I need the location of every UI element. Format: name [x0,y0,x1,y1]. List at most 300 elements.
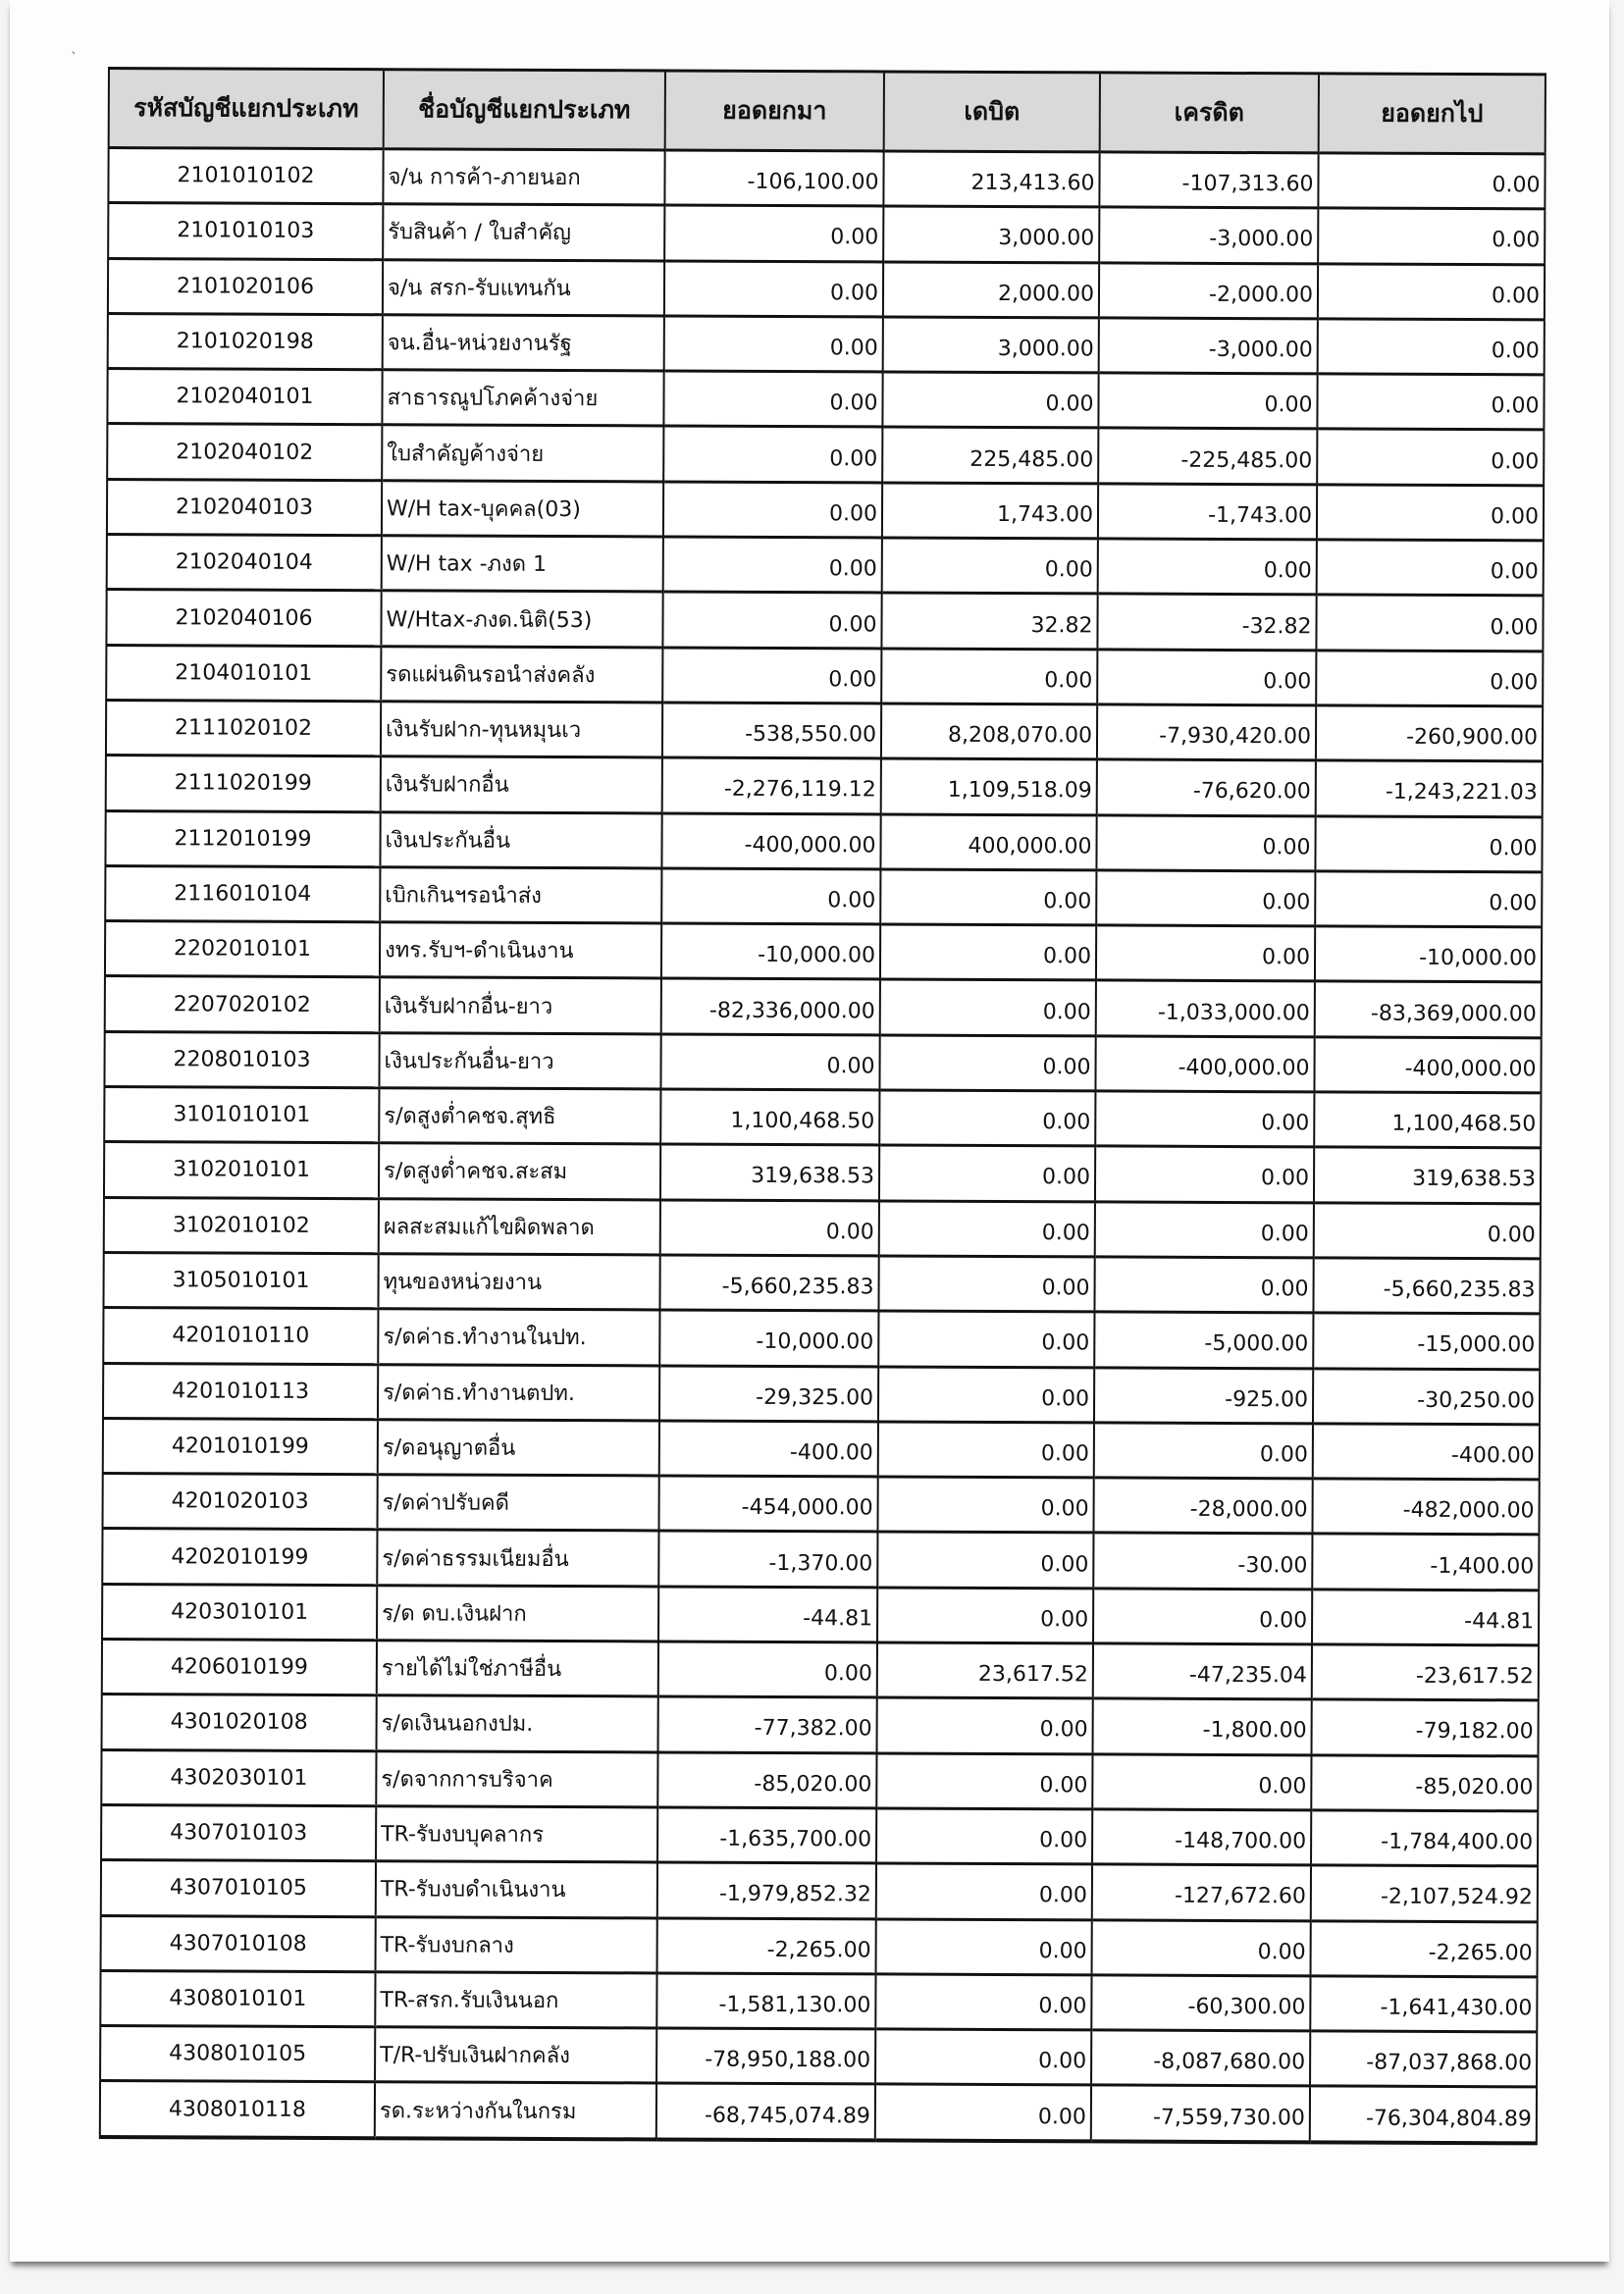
account-name-cell [380,811,661,868]
credit-cell-text: -127,672.60 [1174,1884,1306,1909]
table-row [104,1031,1541,1093]
account-code-cell [104,1031,379,1088]
account-name-cell [377,1641,658,1697]
credit-cell [1098,539,1317,595]
account-name-cell [381,591,662,648]
carried-forward-cell-text: -2,265.00 [1428,1940,1533,1965]
header-brought-forward: ยอดยกมา [665,71,884,151]
carried-forward-cell [1314,1203,1541,1259]
account-name-cell [381,702,662,758]
carried-forward-cell [1311,1865,1538,1921]
credit-cell-text: -1,743.00 [1208,502,1313,529]
account-code-cell-text: 2202010101 [174,936,312,963]
account-name-cell-text: เงินรับฝากอื่น-ยาว [384,993,553,1019]
account-name-cell [381,756,662,813]
carried-forward-cell [1314,1092,1541,1148]
account-code-cell-text: 3105010101 [172,1268,310,1293]
account-name-cell-text: ร/ดอนุญาตอื่น [382,1435,516,1461]
scan-artifact-mark: ` [71,51,78,67]
account-name-cell-text: ผลสะสมแก้ไขผิดพลาด [383,1215,595,1240]
account-code-cell [100,1970,375,2027]
account-name-cell [379,1198,660,1255]
table-header [109,69,1545,154]
brought-forward-cell-text: -77,382.00 [754,1716,872,1742]
debit-cell [881,704,1097,759]
account-name-cell [381,646,662,703]
account-code-cell [102,1474,377,1531]
account-code-cell-text: 2102040101 [176,384,314,410]
account-code-cell-text: 2112010199 [174,826,312,852]
account-code-cell-text: 2101010102 [177,163,315,189]
account-name-cell [382,370,663,427]
account-name-cell-text: T/R-ปรับเงินฝากคลัง [380,2043,570,2069]
credit-cell [1093,1698,1312,1754]
account-name-cell [376,1750,657,1807]
brought-forward-cell-text: -400,000.00 [744,832,876,859]
account-code-cell [107,369,382,426]
table-row [100,1970,1537,2032]
account-name-cell-text: รายได้ไม่ใช่ภาษีอื่น [381,1656,562,1683]
account-name-cell-text: TR-สรก.รับเงินนอก [380,1988,559,2013]
carried-forward-cell [1312,1590,1539,1645]
credit-cell-text: 0.00 [1262,945,1311,970]
debit-cell [880,979,1096,1035]
carried-forward-cell [1314,1037,1541,1093]
credit-cell [1097,759,1316,815]
account-name-cell [380,922,661,979]
account-name-cell [380,867,661,924]
account-code-cell [104,1197,379,1254]
account-name-cell [376,1806,657,1863]
credit-cell [1095,1202,1314,1258]
account-name-cell-text: ร/ดสูงต่ำคชจ.สุทธิ [384,1104,556,1130]
account-name-cell-text: รดแผ่นดินรอนำส่งคลัง [386,662,596,688]
table-row [105,810,1542,872]
brought-forward-cell [659,1365,878,1421]
table-row [107,424,1544,486]
table-row [102,1529,1539,1590]
brought-forward-cell-text: -1,635,700.00 [719,1826,872,1852]
debit-cell-text: 0.00 [1041,1220,1090,1246]
credit-cell-text: -28,000.00 [1189,1497,1308,1523]
account-code-cell-text: 2102040102 [176,439,314,465]
brought-forward-cell [664,316,883,372]
account-code-cell-text: 2101010103 [177,218,315,244]
brought-forward-cell-text: 0.00 [829,280,879,306]
account-name-cell [377,1585,658,1642]
carried-forward-cell-text: 0.00 [1489,891,1538,916]
account-name-cell [383,149,664,206]
table-row [103,1252,1540,1314]
carried-forward-cell-text: -87,037,868.00 [1366,2050,1533,2076]
account-code-cell [100,2081,375,2138]
account-code-cell [102,1529,377,1586]
credit-cell-text: 0.00 [1260,1277,1309,1302]
debit-cell [878,1422,1094,1478]
account-code-cell-text: 3101010101 [173,1102,311,1128]
table-row [106,756,1543,817]
carried-forward-cell-text: -2,107,524.92 [1380,1885,1533,1910]
debit-cell [880,814,1096,870]
account-name-cell-text: เงินรับฝาก-ทุนหมุนเว [385,717,582,744]
table-row [102,1640,1539,1701]
debit-cell-text: 0.00 [1042,1110,1091,1135]
account-name-cell-text: จ/น สรก-รับแทนกัน [387,275,571,301]
credit-cell [1093,1589,1312,1644]
table-row [104,1142,1541,1204]
account-code-cell [105,976,380,1033]
header-debit: เดบิต [884,72,1100,152]
brought-forward-cell-text: -68,745,074.89 [704,2103,870,2128]
carried-forward-cell [1318,153,1545,209]
account-name-cell [380,977,661,1034]
account-name-cell-text: ร/ดค่าธ.ทำงานในปท. [383,1325,587,1351]
credit-cell-text: -148,700.00 [1175,1828,1307,1854]
credit-cell [1096,870,1315,926]
credit-cell [1093,1478,1312,1534]
account-name-cell-text: W/Htax-ภงด.นิติ(53) [386,606,593,633]
account-name-cell-text: จ/น การค้า-ภายนอก [388,165,581,191]
debit-cell [882,538,1098,594]
account-code-cell-text: 2102040103 [175,495,314,520]
header-carried-forward: ยอดยกไป [1319,74,1545,154]
debit-cell-text: 225,485.00 [969,446,1094,473]
brought-forward-cell [658,1696,877,1752]
carried-forward-cell [1312,1479,1539,1535]
credit-cell [1091,1975,1310,2031]
table-row [105,865,1542,927]
account-code-cell-text: 2102040104 [175,549,313,576]
debit-cell-text: 0.00 [1042,1165,1091,1190]
account-code-cell-text: 2102040106 [175,604,313,631]
carried-forward-cell-text: -5,660,235.83 [1383,1277,1536,1303]
brought-forward-cell [658,1587,877,1642]
account-code-cell [108,258,383,315]
table-row [100,2026,1537,2088]
header-row [109,69,1545,154]
brought-forward-cell [664,150,883,206]
credit-cell [1092,1864,1311,1920]
credit-cell [1092,1754,1311,1810]
table-row [101,1749,1538,1811]
carried-forward-cell [1313,1313,1540,1369]
account-code-cell [103,1418,378,1475]
credit-cell [1099,207,1318,263]
credit-cell [1095,1146,1314,1202]
carried-forward-cell [1312,1534,1539,1590]
account-name-cell-text: TR-รับงบดำเนินงาน [380,1877,566,1903]
credit-cell-text: 0.00 [1264,392,1313,418]
account-code-cell-text: 4302030101 [170,1765,308,1791]
table-row [101,1915,1538,1977]
debit-cell-text: 0.00 [1040,1551,1089,1577]
credit-cell [1099,263,1318,319]
account-code-cell-text: 2101020198 [176,329,314,354]
brought-forward-cell [656,2028,875,2084]
account-code-cell [101,1749,376,1806]
credit-cell [1098,373,1317,429]
brought-forward-cell-text: -1,581,130.00 [718,1992,871,2018]
debit-cell [880,924,1096,980]
account-code-cell-text: 3102010102 [172,1213,310,1238]
debit-cell [879,1090,1095,1146]
carried-forward-cell [1311,1754,1538,1810]
carried-forward-cell [1318,263,1545,319]
brought-forward-cell [656,1973,875,2029]
account-name-cell [383,204,664,261]
credit-cell [1092,1919,1311,1975]
account-code-cell [107,479,382,536]
table-row [104,1197,1541,1259]
account-name-cell-text: เงินรับฝากอื่น [385,772,509,799]
brought-forward-cell [661,868,880,924]
credit-cell-text: 0.00 [1263,668,1312,695]
account-code-cell [100,2026,375,2083]
carried-forward-cell-text: -10,000.00 [1419,946,1538,971]
credit-cell-text: 0.00 [1261,1166,1310,1191]
debit-cell-text: 213,413.60 [970,170,1095,196]
account-name-cell [382,481,663,538]
brought-forward-cell [662,757,881,813]
credit-cell [1097,594,1316,650]
table-row [108,258,1545,320]
debit-cell [876,1753,1092,1809]
carried-forward-cell [1313,1424,1540,1480]
debit-cell-text: 0.00 [1040,1607,1089,1633]
brought-forward-cell-text: -10,000.00 [756,1329,874,1355]
debit-cell-text: 0.00 [1043,889,1092,914]
carried-forward-cell [1310,1976,1537,2032]
account-name-cell-text: เงินประกันอื่น-ยาว [384,1049,554,1074]
brought-forward-cell-text: 0.00 [826,1054,875,1079]
carried-forward-cell [1312,1644,1539,1700]
debit-cell [879,1035,1095,1091]
account-name-cell [379,1032,660,1089]
debit-cell [882,483,1098,539]
brought-forward-cell-text: 0.00 [828,501,878,527]
brought-forward-cell-text: 0.00 [827,888,876,913]
debit-cell-text: 1,109,518.09 [947,778,1092,804]
carried-forward-cell [1317,374,1544,430]
table-row [106,590,1543,652]
brought-forward-cell-text: -2,265.00 [766,1937,871,1963]
brought-forward-cell [658,1642,877,1697]
debit-cell [878,1311,1094,1367]
debit-cell [881,593,1097,649]
account-name-cell [375,2082,656,2139]
account-name-cell [378,1364,659,1421]
account-code-cell [103,1363,378,1420]
debit-cell-text: 3,000.00 [998,226,1095,251]
account-code-cell [102,1584,377,1641]
credit-cell [1096,980,1315,1036]
carried-forward-cell-text: -76,304,804.89 [1365,2106,1532,2131]
account-name-cell [376,1861,657,1918]
debit-cell [878,1256,1094,1312]
account-code-cell-text: 4307010103 [170,1820,308,1846]
brought-forward-cell-text: 0.00 [828,611,877,637]
brought-forward-cell [663,482,882,538]
table-row [105,976,1542,1038]
carried-forward-cell [1318,319,1545,375]
carried-forward-cell-text: 0.00 [1490,559,1539,585]
credit-cell [1096,814,1315,870]
account-code-cell [101,1915,376,1972]
account-name-cell-text: ร/ดจากการบริจาค [381,1766,553,1793]
carried-forward-cell [1315,981,1542,1037]
carried-forward-cell [1317,485,1544,541]
account-name-cell-text: ร/ดค่าธ.ทำงานตปท. [383,1380,575,1406]
debit-cell [883,206,1099,262]
account-name-cell [379,1088,660,1145]
credit-cell-text: 0.00 [1259,1442,1308,1468]
carried-forward-cell-text: 0.00 [1491,448,1540,474]
account-code-cell-text: 2208010103 [173,1047,311,1072]
carried-forward-cell-text: 0.00 [1487,1222,1536,1248]
account-name-cell-text: งทร.รับฯ-ดำเนินงาน [385,938,574,965]
table-row [101,1804,1538,1866]
debit-cell [879,1145,1095,1201]
carried-forward-cell-text: -79,182.00 [1415,1719,1534,1745]
debit-cell-text: 23,617.52 [977,1662,1088,1688]
carried-forward-cell [1313,1368,1540,1424]
carried-forward-cell [1310,2031,1537,2087]
table-row [104,1087,1541,1149]
credit-cell-text: 0.00 [1261,1111,1310,1136]
credit-cell-text: -8,087,680.00 [1153,2049,1306,2075]
brought-forward-cell-text: 0.00 [828,556,877,582]
debit-cell-text: 0.00 [1043,944,1092,969]
brought-forward-cell-text: -1,370.00 [768,1550,873,1576]
carried-forward-cell-text: 0.00 [1490,669,1539,696]
carried-forward-cell-text: 0.00 [1490,614,1539,640]
account-name-cell [377,1475,658,1532]
debit-cell [877,1588,1093,1643]
trial-balance-table [99,67,1546,2145]
account-name-cell [378,1254,659,1311]
credit-cell-text: -76,620.00 [1192,779,1311,805]
brought-forward-cell [657,1807,876,1863]
carried-forward-cell-text: -260,900.00 [1406,724,1539,751]
credit-cell [1097,650,1316,705]
brought-forward-cell [662,592,881,648]
table-row [103,1308,1540,1370]
brought-forward-cell-text: -454,000.00 [741,1495,873,1521]
account-name-cell [375,1972,656,2029]
carried-forward-cell [1316,760,1543,816]
header-account-name: ชื่อบัญชีแยกประเภท [384,70,665,150]
credit-cell-text: -47,235.04 [1188,1662,1307,1689]
table-row [107,479,1544,541]
debit-cell [878,1366,1094,1422]
credit-cell-text: -400,000.00 [1178,1055,1310,1081]
carried-forward-cell [1311,1920,1538,1976]
brought-forward-cell-text: -2,276,119.12 [723,777,876,803]
header-credit: เครดิต [1100,73,1319,153]
carried-forward-cell [1318,208,1545,264]
account-name-cell-text: TR-รับงบบุคลากร [381,1822,545,1849]
carried-forward-cell [1317,540,1544,596]
brought-forward-cell-text: -10,000.00 [758,943,876,968]
brought-forward-cell [663,537,882,593]
table-row [102,1474,1539,1536]
brought-forward-cell [663,371,882,427]
account-name-cell [382,425,663,482]
account-name-cell [383,315,664,372]
account-code-cell [102,1640,377,1696]
brought-forward-cell [661,923,880,979]
carried-forward-cell-text: 319,638.53 [1412,1167,1537,1192]
credit-cell-text: 0.00 [1257,1939,1306,1964]
brought-forward-cell [660,1089,879,1145]
carried-forward-cell [1315,815,1542,871]
table-row [107,535,1544,597]
debit-cell [883,317,1099,373]
account-code-cell [105,865,380,922]
brought-forward-cell-text: -400.00 [789,1440,873,1466]
account-code-cell [104,1087,379,1144]
credit-cell-text: -107,313.60 [1181,171,1314,197]
credit-cell-text: 0.00 [1258,1773,1307,1799]
table-row [105,921,1542,983]
debit-cell-text: 8,208,070.00 [948,722,1093,749]
account-code-cell [103,1308,378,1365]
carried-forward-cell [1311,1810,1538,1866]
brought-forward-cell [662,648,881,704]
carried-forward-cell-text: -1,400.00 [1430,1553,1535,1579]
debit-cell [881,649,1097,704]
account-name-cell [376,1916,657,1973]
credit-cell [1093,1533,1312,1589]
debit-cell [880,869,1096,925]
debit-cell [883,262,1099,318]
debit-cell-text: 2,000.00 [997,281,1095,307]
brought-forward-cell [656,2083,875,2140]
brought-forward-cell-text: 1,100,468.50 [730,1108,875,1134]
brought-forward-cell [663,426,882,482]
account-code-cell-text: 4308010101 [169,1986,307,2011]
credit-cell [1099,318,1318,374]
account-name-cell-text: เงินประกันอื่น [385,827,511,854]
debit-cell [876,1918,1092,1974]
brought-forward-cell [661,813,880,869]
brought-forward-cell [657,1862,876,1918]
account-code-cell-text: 2104010101 [175,660,313,686]
account-code-cell [107,535,382,592]
credit-cell [1091,2085,1310,2142]
account-name-cell-text: ร/ดเงินนอกงปม. [381,1711,534,1738]
account-code-cell [104,1142,379,1199]
account-name-cell-text: รับสินค้า / ใบสำคัญ [388,220,571,246]
debit-cell-text: 0.00 [1038,1883,1087,1908]
account-code-cell-text: 4202010199 [171,1543,309,1570]
account-code-cell [106,700,381,756]
carried-forward-cell [1312,1699,1539,1755]
brought-forward-cell [660,1144,879,1200]
credit-cell-text: -925.00 [1225,1386,1309,1413]
table-row [108,313,1545,375]
carried-forward-cell-text: -44.81 [1464,1608,1535,1635]
debit-cell [882,427,1098,483]
account-name-cell [375,2027,656,2084]
debit-cell [876,1808,1092,1864]
account-code-cell-text: 4206010199 [170,1654,308,1681]
brought-forward-cell-text: -1,979,852.32 [718,1882,871,1907]
table-row [100,2081,1537,2143]
brought-forward-cell-text: -78,950,188.00 [705,2047,871,2073]
credit-cell [1092,1809,1311,1865]
brought-forward-cell [664,261,883,317]
